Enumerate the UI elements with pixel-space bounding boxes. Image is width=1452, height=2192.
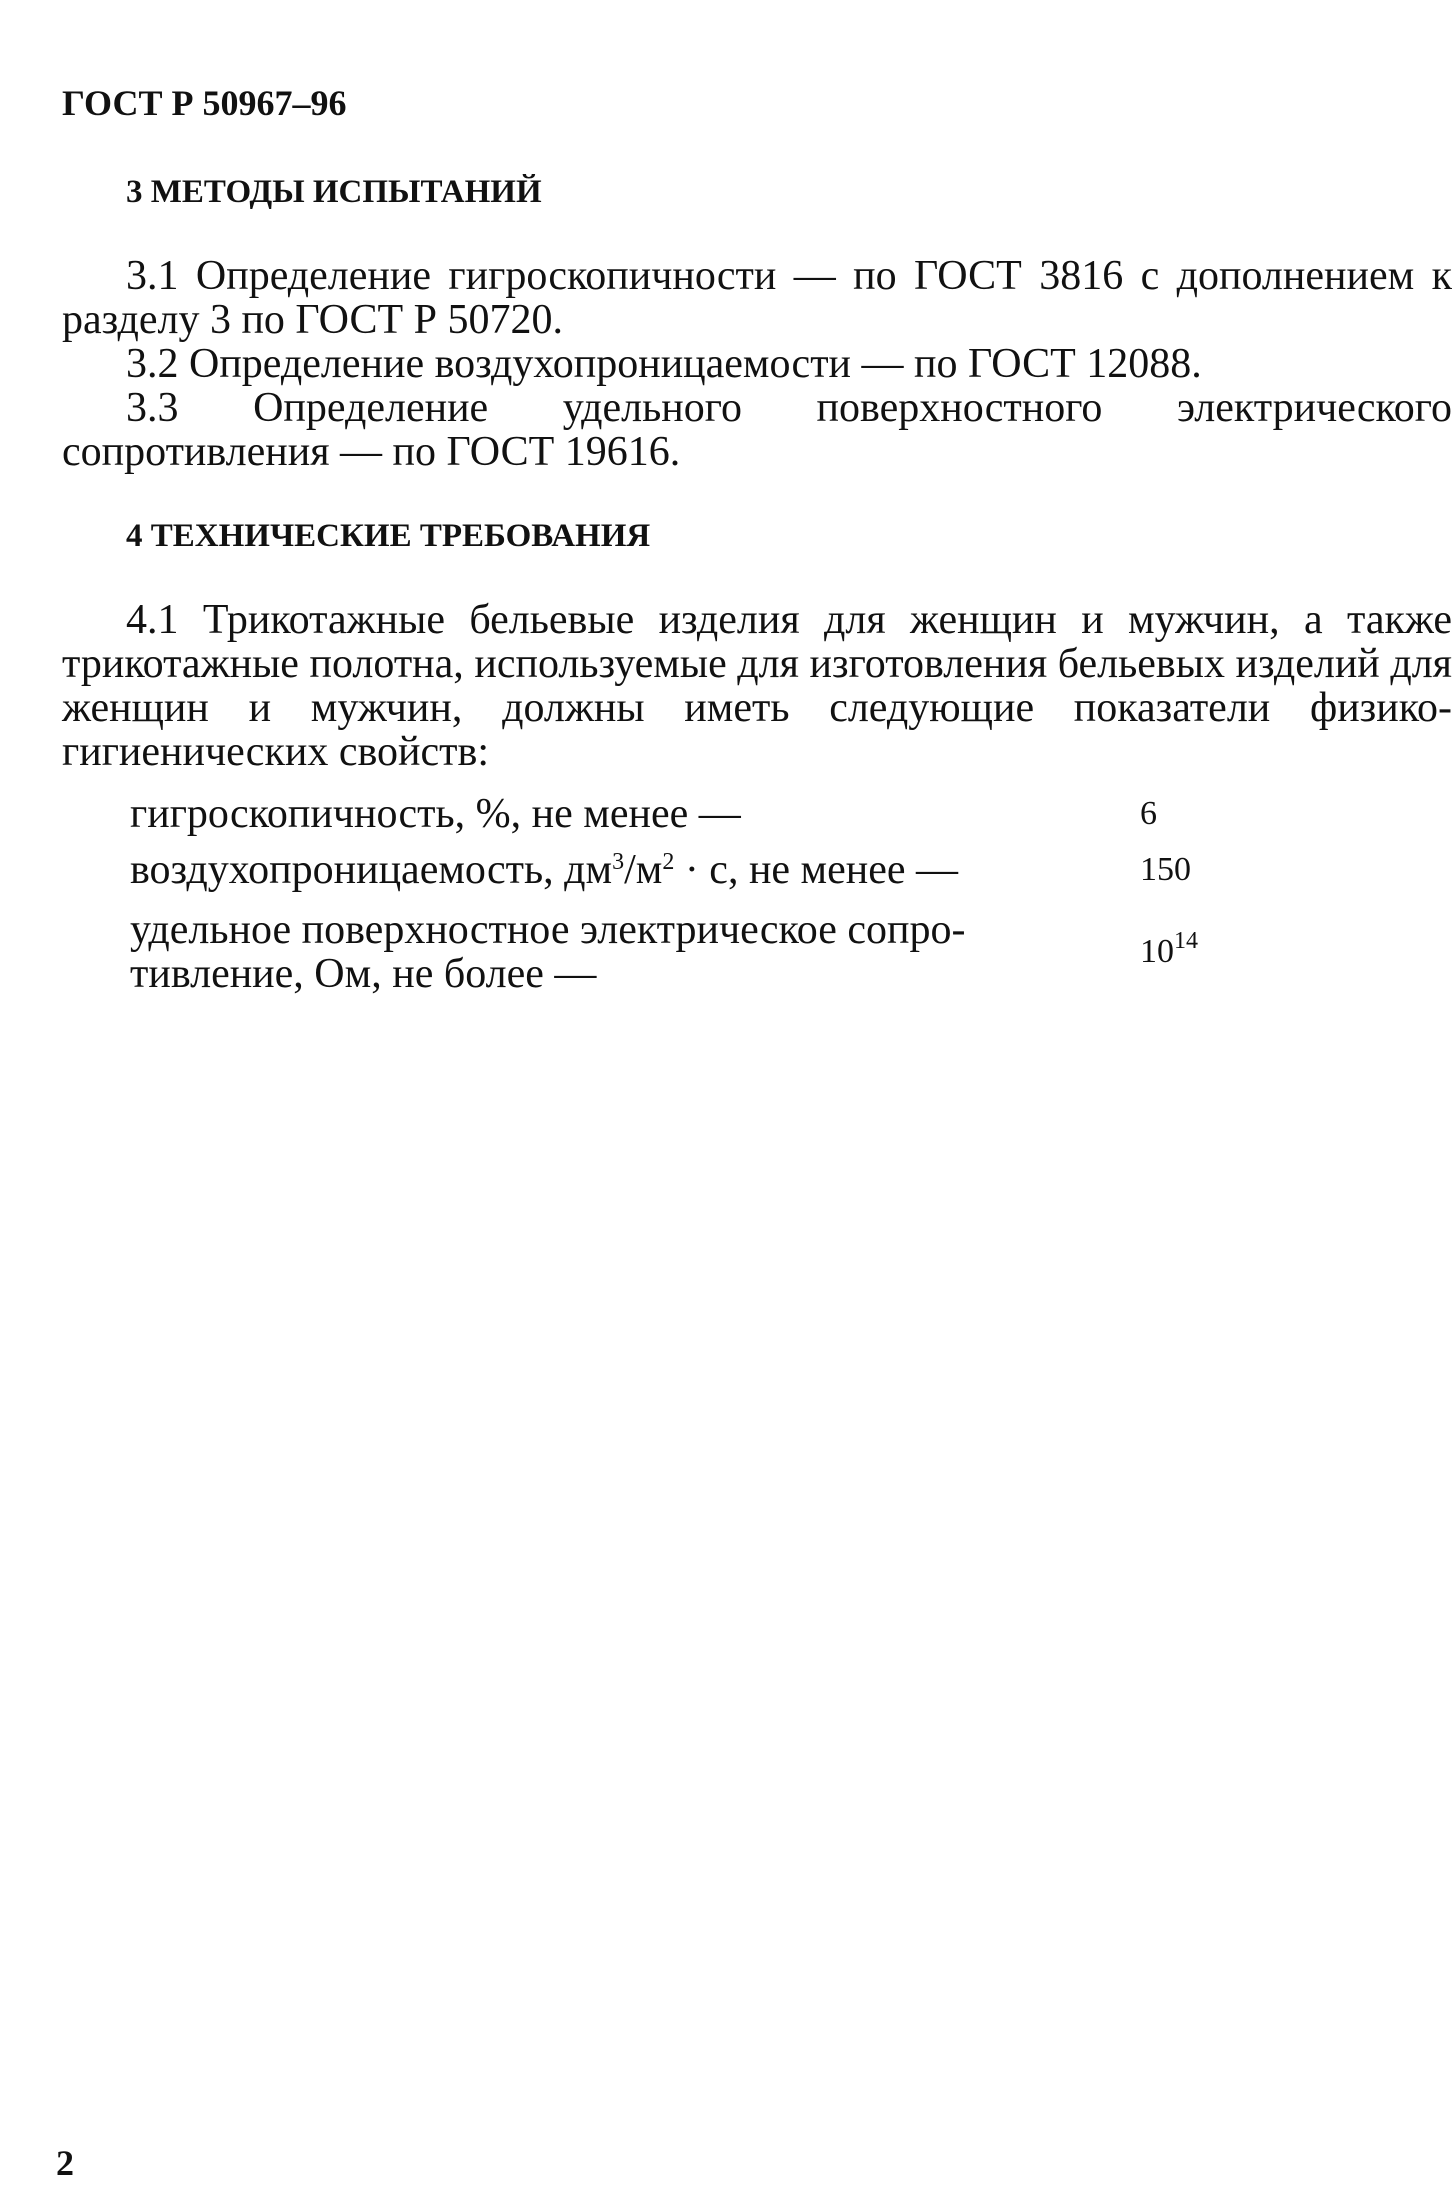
property-value: 6 xyxy=(1140,795,1157,832)
clause-3-1: 3.1 Определение гигроскопичности — по ГОСТ 3816 с дополнением к разделу 3 по ГОСТ Р 50720. xyxy=(62,253,1452,343)
value-base: 10 xyxy=(1140,933,1174,970)
value-exponent: 14 xyxy=(1174,928,1198,954)
property-surface-resistance xyxy=(130,902,1452,1002)
document-header: ГОСТ Р 50967–96 xyxy=(62,83,347,123)
property-label xyxy=(130,908,1130,996)
section-3-heading: 3 МЕТОДЫ ИСПЫТАНИЙ xyxy=(126,174,542,210)
label-text: воздухопроницаемость, дм xyxy=(130,847,613,893)
property-label: гигроскопичность, %, не менее — xyxy=(130,791,741,837)
page-number: 2 xyxy=(56,2143,74,2183)
superscript: 2 xyxy=(662,849,675,875)
label-line: удельное поверхностное электрическое сопро- xyxy=(130,907,966,953)
clause-3-2: 3.2 Определение воздухопроницаемости — по ГОСТ 12088. xyxy=(126,341,1202,387)
clause-3-3: 3.3 Определение удельного поверхностного электрического сопротивления — по ГОСТ 19616. xyxy=(62,385,1452,475)
property-hygroscopicity xyxy=(130,786,1452,842)
property-value: 150 xyxy=(1140,851,1191,888)
section-4-heading: 4 ТЕХНИЧЕСКИЕ ТРЕБОВАНИЯ xyxy=(126,518,651,554)
page-content xyxy=(62,170,1452,1002)
property-value xyxy=(1130,930,1198,974)
label-text: · с, не менее — xyxy=(674,847,959,893)
property-label xyxy=(130,848,1130,892)
label-line: тивление, Ом, не более — xyxy=(130,951,597,997)
property-list xyxy=(62,786,1452,1002)
label-text: /м xyxy=(624,847,663,893)
property-air-permeability xyxy=(130,842,1452,898)
clause-4-1: 4.1 Трикотажные бельевые изделия для женщин и мужчин, а также трикотажные полотна, используемые для изготовления бельевых изделий для женщин и мужчин, должны иметь следующие показатели физико-гигиенических свойств: xyxy=(62,597,1452,775)
superscript: 3 xyxy=(612,849,625,875)
